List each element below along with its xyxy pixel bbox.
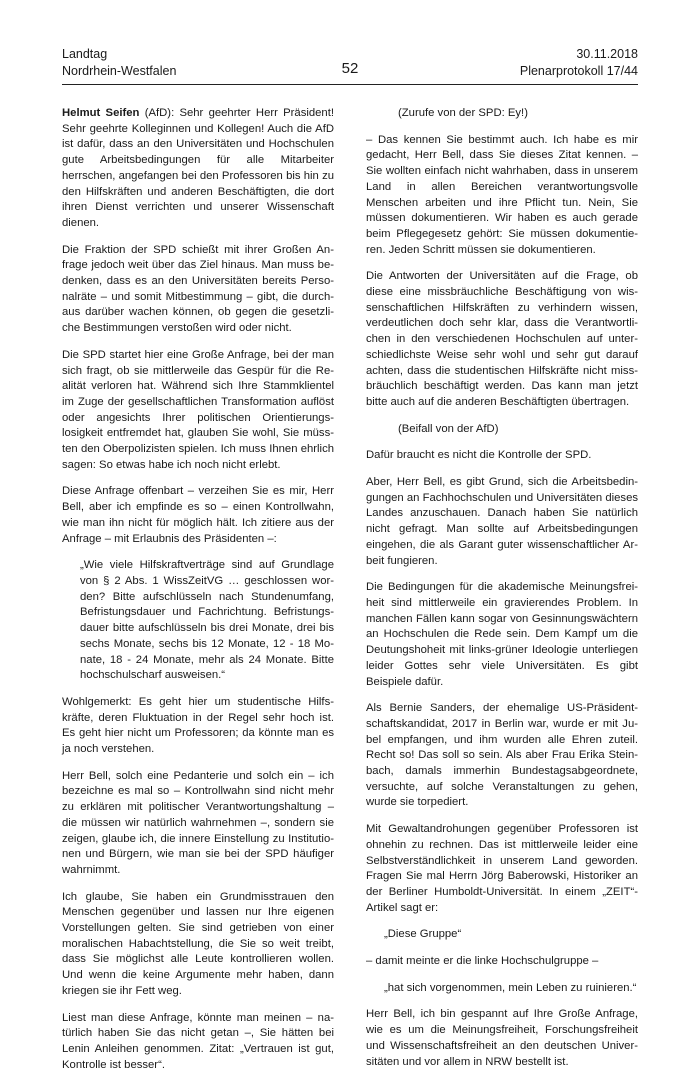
header-right — [520, 46, 638, 80]
paragraph: Die Bedingungen für die akademische Meinungsfreiheit sind mittlerweile ein gravierendes Problem. In manchen Fällen kann sogar von Gesinnungswächtern an Hochschulen die Rede sein. Dem Kampf um die Deutungshoheit mit links-grüner Ideologie unterliegen leider Gottes sehr viele Universitäten. Es gibt Beispiele dafür. — [366, 581, 638, 688]
block-quote: „Wie viele Hilfskraftverträge sind auf Grundlage von § 2 Abs. 1 WissZeitVG … geschlossen worden? Bitte aufschlüsseln nach Stundenumfang, Befristungsdauer und Fachrichtung. Befristungsdauer bitte aufschlüsseln bis drei Monate, drei bis sechs Monate, sechs bis 12 Monate, 12 - 18 Monate, 18 - 24 Monate, mehr als 24 Monate. Bitte hochschulscharf ausweisen.“ — [80, 559, 334, 682]
paragraph: Herr Bell, solch eine Pedanterie und solch ein – ich bezeichne es mal so – Kontrollwahn sind nicht mehr zu erklären mit politischer Verantwortungshaltung – die müssen wir natürlich wahrnehmen –, sondern sie zeigen, glaube ich, die innere Einstellung zu Institutionen und Bürgern, wie man sie bei der SPD häufiger wahrnimmt. — [62, 769, 334, 876]
paragraph: Mit Gewaltandrohungen gegenüber Professoren ist ohnehin zu rechnen. Das ist mittlerweile leider eine Selbstverständlichkeit in unserem Land geworden. Fragen Sie mal Herrn Jörg Baberowski, Historiker an der Berliner Humboldt-Universität. In einem „ZEIT“-Artikel sagt er: — [366, 823, 638, 914]
paragraph: Liest man diese Anfrage, könnte man meinen – natürlich haben Sie das nicht getan –, Sie hätten bei Lenin Anleihen genommen. Zitat: „Vertrauen ist gut, Kontrolle ist besser“. — [62, 1011, 334, 1071]
paragraph: Wohlgemerkt: Es geht hier um studentische Hilfskräfte, deren Fluktuation in der Regel sehr hoch ist. Es geht hier nicht um Professoren; da könnte man es ja noch verstehen. — [62, 695, 334, 756]
header-protocol: Plenarprotokoll 17/44 — [519, 64, 638, 78]
paragraph: Aber, Herr Bell, es gibt Grund, sich die Arbeitsbedingungen an Fachhochschulen und Universitäten dieses Landes anzuschauen. Danach haben Sie natürlich nicht gefragt. Man sollte auf Arbeitsbedingungen eingehen, die als Garant guter wissenschaftlicher Arbeit fungieren. — [366, 476, 638, 567]
paragraph: Die Antworten der Universitäten auf die Frage, ob diese eine missbräuchliche Beschäftigung von wissenschaftlichen Hilfskräften zu verhindern wissen, verdeutlichen doch sehr klar, dass die Verantwortlichen in den verschiedenen Hochschulen auf unterschiedlichste Weise sehr wohl und sehr gut darauf achten, dass die studentischen Hilfskräfte nicht missbräuchlich beschäftigt werden. Das kann man jetzt bitte auch auf die anderen Beschäftigten übertragen. — [366, 270, 638, 408]
block-quote: „Diese Gruppe“ — [384, 928, 462, 941]
paragraph: Die Fraktion der SPD schießt mit ihrer Großen Anfrage jedoch weit über das Ziel hinaus. Man muss bedenken, dass es an den Universitäten bereits Personalräte – und somit Mitbestimmung – gibt, die durchaus darüber wachen können, ob gegen die gesetzliche Bestimmungen verstoßen wird oder nicht. — [62, 243, 334, 335]
block-quote: „hat sich vorgenommen, mein Leben zu ruinieren.“ — [384, 981, 637, 994]
header-date: 30.11.2018 — [576, 47, 638, 61]
paragraph: – Das kennen Sie bestimmt auch. Ich habe es mir gedacht, Herr Bell, dass Sie dieses Zitat kennen. – Sie wollten einfach nicht wahrhaben, dass in unserem Land in allen Bereichen verantwortungsvolle Menschen arbeiten und ihre Pflicht tun. Nein, Sie müssen dokumentieren. Wir haben es auch gerade beim Pflegegesetz gehört: Sie müssen dokumentieren. Jeden Schritt müssen sie dokumentieren. — [366, 133, 638, 256]
paragraph: – damit meinte er die linke Hochschulgruppe – — [366, 955, 599, 968]
page-header — [62, 46, 638, 88]
left-column — [62, 106, 334, 1084]
interjection: (Beifall von der AfD) — [398, 422, 499, 435]
paragraph: Als Bernie Sanders, der ehemalige US-Präsidentschaftskandidat, 2017 in Berlin war, wurde er mit Jubel empfangen, und ihm wurden alle Ehren zuteil. Recht so! Das soll so sein. Als aber Frau Erika Steinbach, damals immerhin Bundestagsabgeordnete, versuchte, auf solche Veranstaltungen zu gehen, wurde sie torpediert. — [366, 702, 638, 809]
paragraph: Ich glaube, Sie haben ein Grundmisstrauen den Menschen gegenüber und lassen nur Ihre eigenen Vorstellungen gelten. Sie sind getrieben von einer moralischen Habachtstellung, die Sie so weit treibt, dass Sie möglichst alle Leute kontrollieren wollen. Und wenn die keine Argumente mehr haben, dann kriegen sie ihr Fett weg. — [62, 890, 334, 997]
paragraph: Diese Anfrage offenbart – verzeihen Sie es mir, Herr Bell, aber ich empfinde es so – einen Kontrollwahn, wie man ihn nicht für möglich hält. Ich zitiere aus der Anfrage – mit Erlaubnis des Präsidenten –: — [62, 485, 334, 545]
paragraph: Dafür braucht es nicht die Kontrolle der SPD. — [366, 449, 592, 462]
paragraph: Die SPD startet hier eine Große Anfrage, bei der man sich fragt, ob sie mittlerweile das Gespür für die Realität verloren hat. Während sich Ihre Stammklientel im Zuge der gesellschaftlichen Transformation auflöst oder angesichts Ihrer politischen Orientierungslosigkeit entfremdet hat, glauben Sie wohl, Sie müssten den Oberpolizisten spielen. Ich muss Ihnen ehrlich sagen: So etwas habe ich noch nicht erlebt. — [62, 348, 334, 471]
header-parliament: Landtag — [62, 47, 108, 61]
speaker-name: Helmut Seifen — [62, 107, 140, 119]
page-number: 52 — [341, 60, 359, 77]
interjection: (Zurufe von der SPD: Ey!) — [398, 107, 528, 119]
right-column — [366, 106, 638, 1081]
header-divider — [62, 84, 638, 85]
speaker-intro: (AfD): Sehr geehrter Herr Präsident! Sehr geehrte Kolleginnen und Kollegen! Auch die AfD ist dafür, dass an den Universitäten und Hochschulen gute Arbeitsbedingungen für alle Mitarbeiter herrschen, angefangen bei den Professoren bis hin zu den Hilfskräften und anderen Beschäftigten, die dort ihren Dienst verrichten und unserer Wissenschaft dienen. — [62, 107, 334, 229]
paragraph: Herr Bell, ich bin gespannt auf Ihre Große Anfrage, wie es um die Meinungsfreiheit, Forschungsfreiheit und Wissenschaftsfreiheit an den deutschen Universitäten und vor allem in NRW bestellt ist. — [366, 1008, 638, 1068]
speech-opening — [62, 106, 334, 232]
header-state: Nordrhein-Westfalen — [62, 64, 177, 78]
